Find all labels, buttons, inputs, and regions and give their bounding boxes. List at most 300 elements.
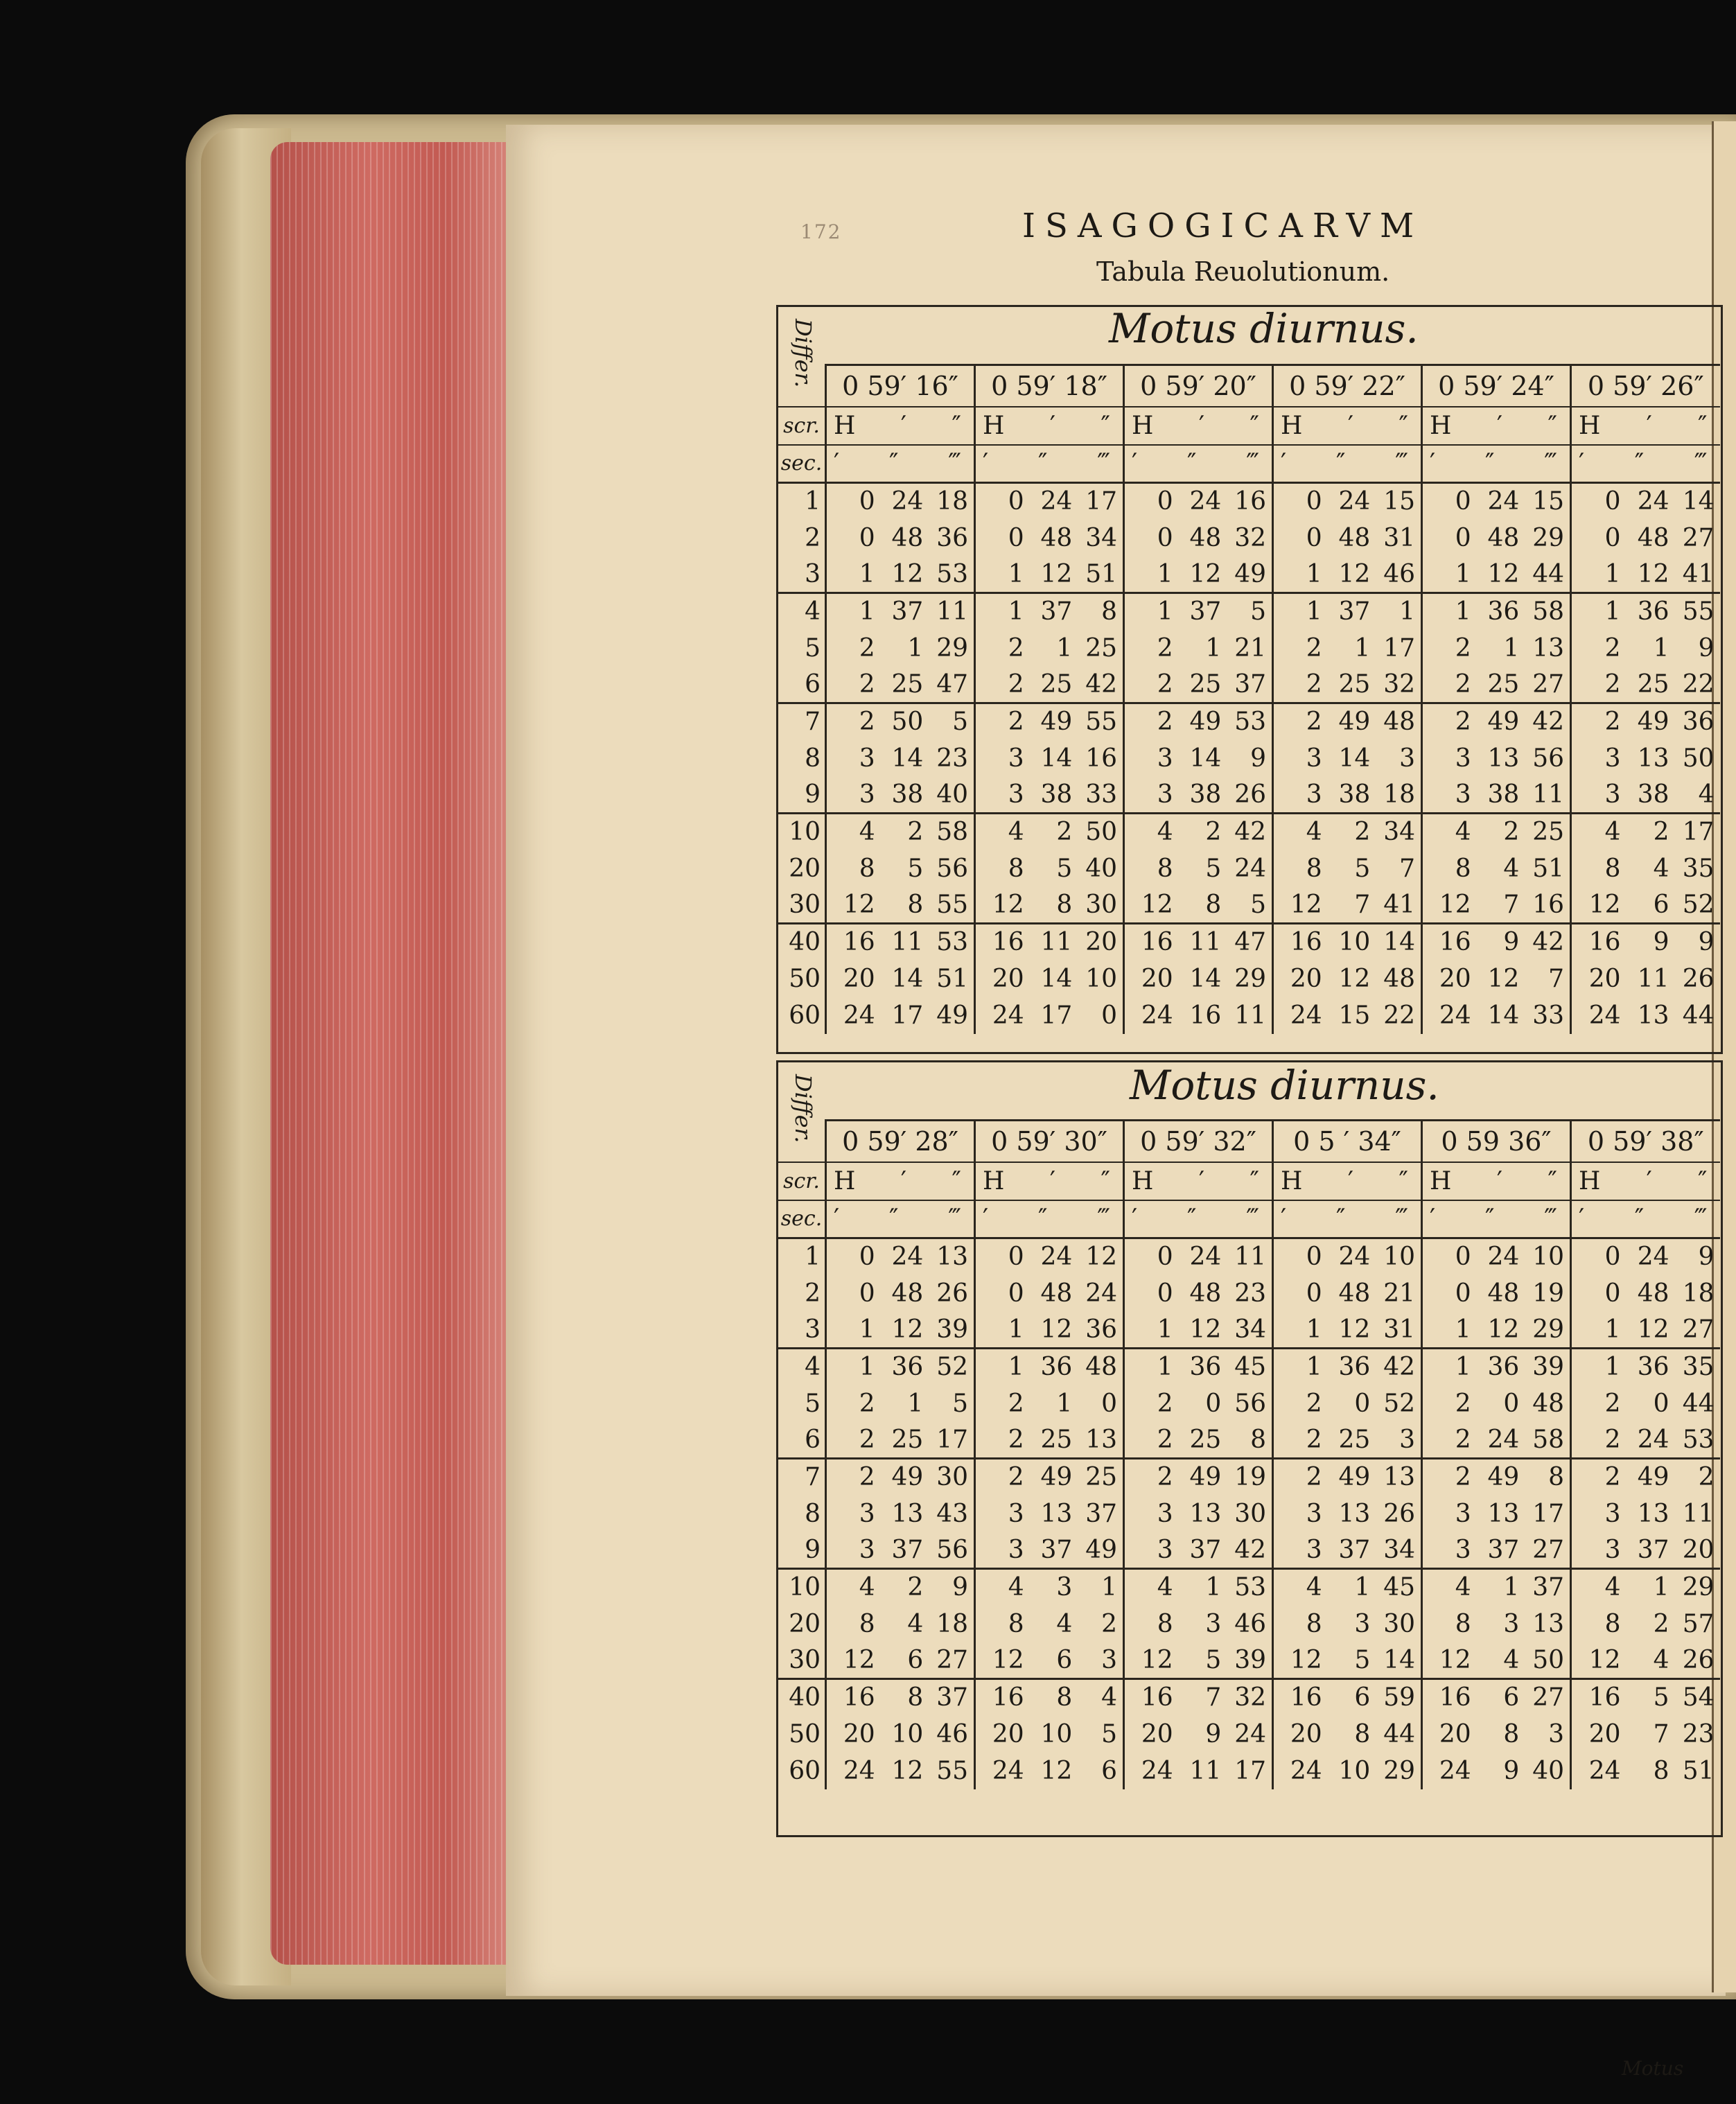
cell-value: 23 <box>1234 1279 1266 1308</box>
cell-value: 20 <box>1682 1535 1715 1564</box>
cell-value: 37 <box>1338 1535 1371 1564</box>
table-row <box>778 1385 1720 1422</box>
catchword: Motus <box>1622 2057 1684 2080</box>
unit-mark: ″ <box>952 1166 961 1195</box>
cell-value: 8 <box>1354 1719 1371 1748</box>
table-cell <box>1422 556 1571 593</box>
cell-value: 0 <box>1604 487 1621 516</box>
unit-mark: ‴ <box>1395 449 1408 478</box>
table-cell <box>1571 1716 1720 1753</box>
cell-value: 0 <box>1604 1243 1621 1272</box>
cell-value: 45 <box>1383 1573 1415 1602</box>
table-cell <box>1273 1606 1422 1642</box>
cell-value: 30 <box>1383 1609 1415 1638</box>
table-cell <box>826 1238 975 1275</box>
cell-value: 5 <box>952 708 968 737</box>
cell-value: 55 <box>936 1756 968 1785</box>
cell-value: 3 <box>1205 1609 1222 1638</box>
cell-value: 9 <box>1698 633 1715 663</box>
cell-value: 0 <box>1455 523 1471 552</box>
unit-cell <box>1273 407 1422 445</box>
table-cell <box>1124 520 1273 556</box>
cell-value: 16 <box>843 1683 875 1712</box>
cell-value: 51 <box>1085 559 1117 588</box>
cell-value: 25 <box>1637 669 1669 699</box>
table-title: Motus diurnus. <box>1109 305 1419 352</box>
row-argument: 3 <box>778 556 826 593</box>
cell-value: 0 <box>1157 487 1173 516</box>
header-corner <box>778 1121 826 1162</box>
table-title: Motus diurnus. <box>1130 1062 1439 1109</box>
cell-value: 12 <box>1141 1645 1173 1674</box>
cell-value: 24 <box>843 1001 875 1030</box>
cell-value: 2 <box>1455 1389 1471 1418</box>
cell-value: 2 <box>1157 669 1173 699</box>
unit-cell <box>1422 1162 1571 1200</box>
unit-cell <box>1422 407 1571 445</box>
cell-value: 25 <box>1040 669 1073 699</box>
table-cell <box>975 997 1124 1034</box>
cell-value: 3 <box>1306 1535 1322 1564</box>
cell-value: 36 <box>1040 1353 1073 1382</box>
cell-value: 2 <box>859 1425 875 1454</box>
table-cell <box>1124 1532 1273 1569</box>
cell-value: 1 <box>1503 1573 1520 1602</box>
cell-value: 16 <box>1439 928 1471 957</box>
row-argument: 8 <box>778 740 826 777</box>
cell-value: 1 <box>1604 1315 1621 1344</box>
table-cell <box>826 1753 975 1789</box>
cell-value: 47 <box>936 669 968 699</box>
cell-value: 20 <box>1439 1719 1471 1748</box>
cell-value: 20 <box>843 964 875 993</box>
table-cell <box>826 556 975 593</box>
cell-value: 2 <box>907 1573 924 1602</box>
cell-value: 11 <box>1682 1499 1715 1528</box>
cell-value: 1 <box>859 1315 875 1344</box>
table-cell <box>826 887 975 924</box>
table-cell <box>975 887 1124 924</box>
table-cell <box>1273 1569 1422 1606</box>
table-cell <box>1273 703 1422 740</box>
table-cell <box>975 1569 1124 1606</box>
unit-cell <box>975 407 1124 445</box>
cell-value: 20 <box>1290 1719 1322 1748</box>
cell-value: 37 <box>891 597 924 626</box>
row-argument: 30 <box>778 1642 826 1679</box>
cell-value: 0 <box>1455 1279 1471 1308</box>
cell-value: 22 <box>1383 1001 1415 1030</box>
unit-mark: ″ <box>1634 1204 1645 1234</box>
unit-mark: ′ <box>1281 449 1287 478</box>
cell-value: 37 <box>1487 1535 1520 1564</box>
page-number: 172 <box>800 220 842 243</box>
cell-value: 2 <box>1157 708 1173 737</box>
cell-value: 0 <box>1604 1279 1621 1308</box>
cell-value: 4 <box>1157 818 1173 847</box>
cell-value: 24 <box>1637 487 1669 516</box>
cell-value: 13 <box>1338 1499 1371 1528</box>
cell-value: 20 <box>1141 1719 1173 1748</box>
column-header: 0 59′ 22″ <box>1273 365 1422 407</box>
table-cell <box>1273 777 1422 814</box>
cell-value: 24 <box>1637 1243 1669 1272</box>
table-cell <box>975 777 1124 814</box>
table-cell <box>1571 1496 1720 1532</box>
cell-value: 4 <box>1604 818 1621 847</box>
table-cell <box>1422 1312 1571 1349</box>
cell-value: 48 <box>1040 1279 1073 1308</box>
cell-value: 25 <box>1338 1425 1371 1454</box>
cell-value: 10 <box>1040 1719 1073 1748</box>
cell-value: 18 <box>1383 780 1415 809</box>
cell-value: 37 <box>1040 597 1073 626</box>
header-corner <box>778 365 826 407</box>
table-cell <box>1124 1312 1273 1349</box>
table-cell <box>1124 1275 1273 1312</box>
cell-value: 8 <box>1008 854 1024 883</box>
table-cell <box>1273 740 1422 777</box>
unit-mark: ″ <box>889 1204 899 1234</box>
revolution-table <box>776 364 1720 1034</box>
cell-value: 49 <box>1085 1535 1117 1564</box>
cell-value: 6 <box>907 1645 924 1674</box>
table-cell <box>1571 1606 1720 1642</box>
table-row <box>778 1606 1720 1642</box>
cell-value: 1 <box>1157 597 1173 626</box>
cell-value: 56 <box>1532 744 1564 773</box>
cell-value: 42 <box>1383 1353 1415 1382</box>
cell-value: 9 <box>1503 928 1520 957</box>
table-cell <box>975 593 1124 630</box>
unit-mark: H <box>1281 1166 1303 1195</box>
table-cell <box>975 850 1124 887</box>
table-cell <box>1124 1349 1273 1385</box>
cell-value: 44 <box>1532 559 1564 588</box>
cell-value: 2 <box>1455 708 1471 737</box>
unit-mark: ″ <box>1634 449 1645 478</box>
unit-mark: ″ <box>1548 411 1557 440</box>
cell-value: 20 <box>1588 964 1621 993</box>
cell-value: 45 <box>1234 1353 1266 1382</box>
cell-value: 38 <box>1189 780 1222 809</box>
cell-value: 49 <box>1637 708 1669 737</box>
unit-mark: ‴ <box>1097 1204 1110 1234</box>
unit-mark: ″ <box>1038 1204 1048 1234</box>
table-row <box>778 1459 1720 1496</box>
cell-value: 36 <box>1487 1353 1520 1382</box>
cell-value: 38 <box>1487 780 1520 809</box>
cell-value: 12 <box>891 1315 924 1344</box>
cell-value: 2 <box>1008 1389 1024 1418</box>
unit-mark: ″ <box>1399 1166 1408 1195</box>
cell-value: 1 <box>907 633 924 663</box>
cell-value: 49 <box>936 1001 968 1030</box>
table-cell <box>1422 1532 1571 1569</box>
cell-value: 51 <box>936 964 968 993</box>
unit-cell <box>975 445 1124 483</box>
cell-value: 20 <box>1588 1719 1621 1748</box>
row-argument: 40 <box>778 924 826 961</box>
cell-value: 44 <box>1383 1719 1415 1748</box>
cell-value: 37 <box>1085 1499 1117 1528</box>
table-cell <box>975 924 1124 961</box>
cell-value: 49 <box>1189 708 1222 737</box>
cell-value: 37 <box>1189 597 1222 626</box>
table-row <box>778 667 1720 703</box>
unit-mark: H <box>1579 411 1601 440</box>
cell-value: 12 <box>1338 964 1371 993</box>
row-argument: 50 <box>778 1716 826 1753</box>
cell-value: 42 <box>1532 928 1564 957</box>
cell-value: 3 <box>1604 1535 1621 1564</box>
cell-value: 2 <box>1354 818 1371 847</box>
cell-value: 42 <box>1532 708 1564 737</box>
cell-value: 13 <box>1189 1499 1222 1528</box>
table-cell <box>1571 997 1720 1034</box>
cell-value: 5 <box>1101 1719 1117 1748</box>
cell-value: 16 <box>1588 928 1621 957</box>
cell-value: 50 <box>891 708 924 737</box>
cell-value: 17 <box>1383 633 1415 663</box>
row-argument: 20 <box>778 850 826 887</box>
cell-value: 10 <box>891 1719 924 1748</box>
cell-value: 0 <box>859 523 875 552</box>
table-cell <box>1571 1679 1720 1716</box>
table-cell <box>975 814 1124 850</box>
cell-value: 1 <box>1306 597 1322 626</box>
unit-cell <box>826 407 975 445</box>
cell-value: 17 <box>1085 487 1117 516</box>
table-cell <box>1422 887 1571 924</box>
cell-value: 1 <box>1008 1315 1024 1344</box>
table-row <box>778 1238 1720 1275</box>
cell-value: 3 <box>859 1535 875 1564</box>
table-cell <box>1124 850 1273 887</box>
cell-value: 32 <box>1234 1683 1266 1712</box>
cell-value: 3 <box>1157 1535 1173 1564</box>
unit-mark: ′ <box>1347 411 1354 440</box>
cell-value: 34 <box>1234 1315 1266 1344</box>
row-argument: 5 <box>778 1385 826 1422</box>
cell-value: 1 <box>1455 597 1471 626</box>
table-row <box>778 1496 1720 1532</box>
unit-mark: ‴ <box>1395 1204 1408 1234</box>
cell-value: 10 <box>1338 928 1371 957</box>
column-header: 0 59′ 16″ <box>826 365 975 407</box>
table-cell <box>1422 1642 1571 1679</box>
unit-cell <box>1571 1162 1720 1200</box>
cell-value: 24 <box>1487 1425 1520 1454</box>
column-header: 0 59′ 30″ <box>975 1121 1124 1162</box>
cell-value: 58 <box>936 818 968 847</box>
unit-mark: ′ <box>1496 411 1503 440</box>
table-cell <box>1273 924 1422 961</box>
unit-mark: ′ <box>1430 1204 1436 1234</box>
cell-value: 9 <box>1205 1719 1222 1748</box>
unit-cell <box>1422 1200 1571 1238</box>
cell-value: 49 <box>891 1463 924 1492</box>
cell-value: 7 <box>1205 1683 1222 1712</box>
cell-value: 38 <box>891 780 924 809</box>
unit-mark: H <box>1281 411 1303 440</box>
table-cell <box>1422 777 1571 814</box>
cell-value: 12 <box>843 1645 875 1674</box>
table-cell <box>1273 961 1422 997</box>
table-cell <box>975 1753 1124 1789</box>
cell-value: 40 <box>1532 1756 1564 1785</box>
column-header: 0 59 36″ <box>1422 1121 1571 1162</box>
cell-value: 4 <box>1653 854 1669 883</box>
cell-value: 8 <box>1306 854 1322 883</box>
cell-value: 1 <box>1157 1315 1173 1344</box>
unit-row-label: sec. <box>778 445 826 483</box>
table-row <box>778 556 1720 593</box>
table-cell <box>1124 1496 1273 1532</box>
cell-value: 49 <box>1338 708 1371 737</box>
table-cell <box>1124 887 1273 924</box>
cell-value: 0 <box>1008 487 1024 516</box>
cell-value: 16 <box>1189 1001 1222 1030</box>
unit-mark: ″ <box>952 411 961 440</box>
cell-value: 44 <box>1682 1001 1715 1030</box>
cell-value: 42 <box>1085 669 1117 699</box>
cell-value: 48 <box>1383 964 1415 993</box>
table-cell <box>1273 1716 1422 1753</box>
unit-cell <box>1273 445 1422 483</box>
cell-value: 14 <box>1189 744 1222 773</box>
cell-value: 25 <box>1085 1463 1117 1492</box>
cell-value: 36 <box>1682 708 1715 737</box>
cell-value: 40 <box>1085 854 1117 883</box>
cell-value: 15 <box>1338 1001 1371 1030</box>
table-cell <box>1273 1459 1422 1496</box>
table-cell <box>1422 997 1571 1034</box>
column-header: 0 59′ 24″ <box>1422 365 1571 407</box>
table-cell <box>1273 997 1422 1034</box>
unit-mark: ″ <box>1101 1166 1110 1195</box>
table-cell <box>1571 593 1720 630</box>
row-argument: 7 <box>778 703 826 740</box>
cell-value: 14 <box>891 964 924 993</box>
cell-value: 4 <box>1698 780 1715 809</box>
table-cell <box>826 740 975 777</box>
cell-value: 16 <box>1588 1683 1621 1712</box>
cell-value: 53 <box>1234 708 1266 737</box>
table-cell <box>1571 1275 1720 1312</box>
cell-value: 13 <box>1487 1499 1520 1528</box>
cell-value: 12 <box>1588 1645 1621 1674</box>
table-cell <box>1124 1716 1273 1753</box>
cell-value: 3 <box>1008 744 1024 773</box>
table-cell <box>826 1312 975 1349</box>
cell-value: 0 <box>1008 1243 1024 1272</box>
column-header: 0 5 ′ 34″ <box>1273 1121 1422 1162</box>
cell-value: 39 <box>936 1315 968 1344</box>
cell-value: 37 <box>1532 1573 1564 1602</box>
cell-value: 3 <box>1455 744 1471 773</box>
cell-value: 5 <box>1250 890 1266 919</box>
cell-value: 4 <box>1157 1573 1173 1602</box>
cell-value: 36 <box>1085 1315 1117 1344</box>
cell-value: 4 <box>1008 818 1024 847</box>
unit-cell <box>1124 407 1273 445</box>
cell-value: 24 <box>1338 1243 1371 1272</box>
cell-value: 24 <box>1439 1756 1471 1785</box>
cell-value: 42 <box>1234 1535 1266 1564</box>
cell-value: 53 <box>936 928 968 957</box>
red-page-edges <box>270 142 520 1965</box>
table-cell <box>1124 924 1273 961</box>
cell-value: 13 <box>1532 1609 1564 1638</box>
unit-cell <box>1124 1200 1273 1238</box>
table-row <box>778 483 1720 520</box>
cell-value: 59 <box>1383 1683 1415 1712</box>
table-cell <box>1422 1349 1571 1385</box>
cell-value: 3 <box>1354 1609 1371 1638</box>
cell-value: 3 <box>1157 780 1173 809</box>
cell-value: 12 <box>1487 964 1520 993</box>
cell-value: 3 <box>1101 1645 1117 1674</box>
table-cell <box>1422 667 1571 703</box>
cell-value: 1 <box>1306 1315 1322 1344</box>
cell-value: 1 <box>1455 1353 1471 1382</box>
cell-value: 29 <box>936 633 968 663</box>
table-cell <box>1273 887 1422 924</box>
unit-cell <box>1273 1200 1422 1238</box>
cell-value: 4 <box>1503 854 1520 883</box>
unit-mark: H <box>983 411 1005 440</box>
cell-value: 12 <box>1588 890 1621 919</box>
cell-value: 52 <box>1682 890 1715 919</box>
cell-value: 3 <box>1604 1499 1621 1528</box>
unit-mark: ‴ <box>1544 449 1557 478</box>
table-cell <box>1273 814 1422 850</box>
table-cell <box>826 1716 975 1753</box>
table-cell <box>1124 667 1273 703</box>
cell-value: 24 <box>992 1756 1024 1785</box>
cell-value: 31 <box>1383 523 1415 552</box>
row-argument: 1 <box>778 1238 826 1275</box>
unit-cell <box>826 445 975 483</box>
cell-value: 55 <box>1085 708 1117 737</box>
cell-value: 2 <box>1306 633 1322 663</box>
cell-value: 24 <box>1040 487 1073 516</box>
cell-value: 12 <box>1085 1243 1117 1272</box>
table-cell <box>1124 1385 1273 1422</box>
cell-value: 8 <box>907 890 924 919</box>
cell-value: 7 <box>1653 1719 1669 1748</box>
cell-value: 17 <box>1040 1001 1073 1030</box>
table-cell <box>826 1349 975 1385</box>
cell-value: 27 <box>1682 523 1715 552</box>
cell-value: 48 <box>1085 1353 1117 1382</box>
table-cell <box>975 1496 1124 1532</box>
cell-value: 42 <box>1234 818 1266 847</box>
column-header: 0 59′ 18″ <box>975 365 1124 407</box>
cell-value: 3 <box>1503 1609 1520 1638</box>
unit-mark: H <box>834 411 856 440</box>
table-cell <box>975 667 1124 703</box>
cell-value: 16 <box>1532 890 1564 919</box>
cell-value: 29 <box>1234 964 1266 993</box>
table-cell <box>975 1459 1124 1496</box>
cell-value: 12 <box>1040 559 1073 588</box>
column-header: 0 59′ 32″ <box>1124 1121 1273 1162</box>
table-row <box>778 814 1720 850</box>
cell-value: 12 <box>1141 890 1173 919</box>
table-cell <box>1273 520 1422 556</box>
